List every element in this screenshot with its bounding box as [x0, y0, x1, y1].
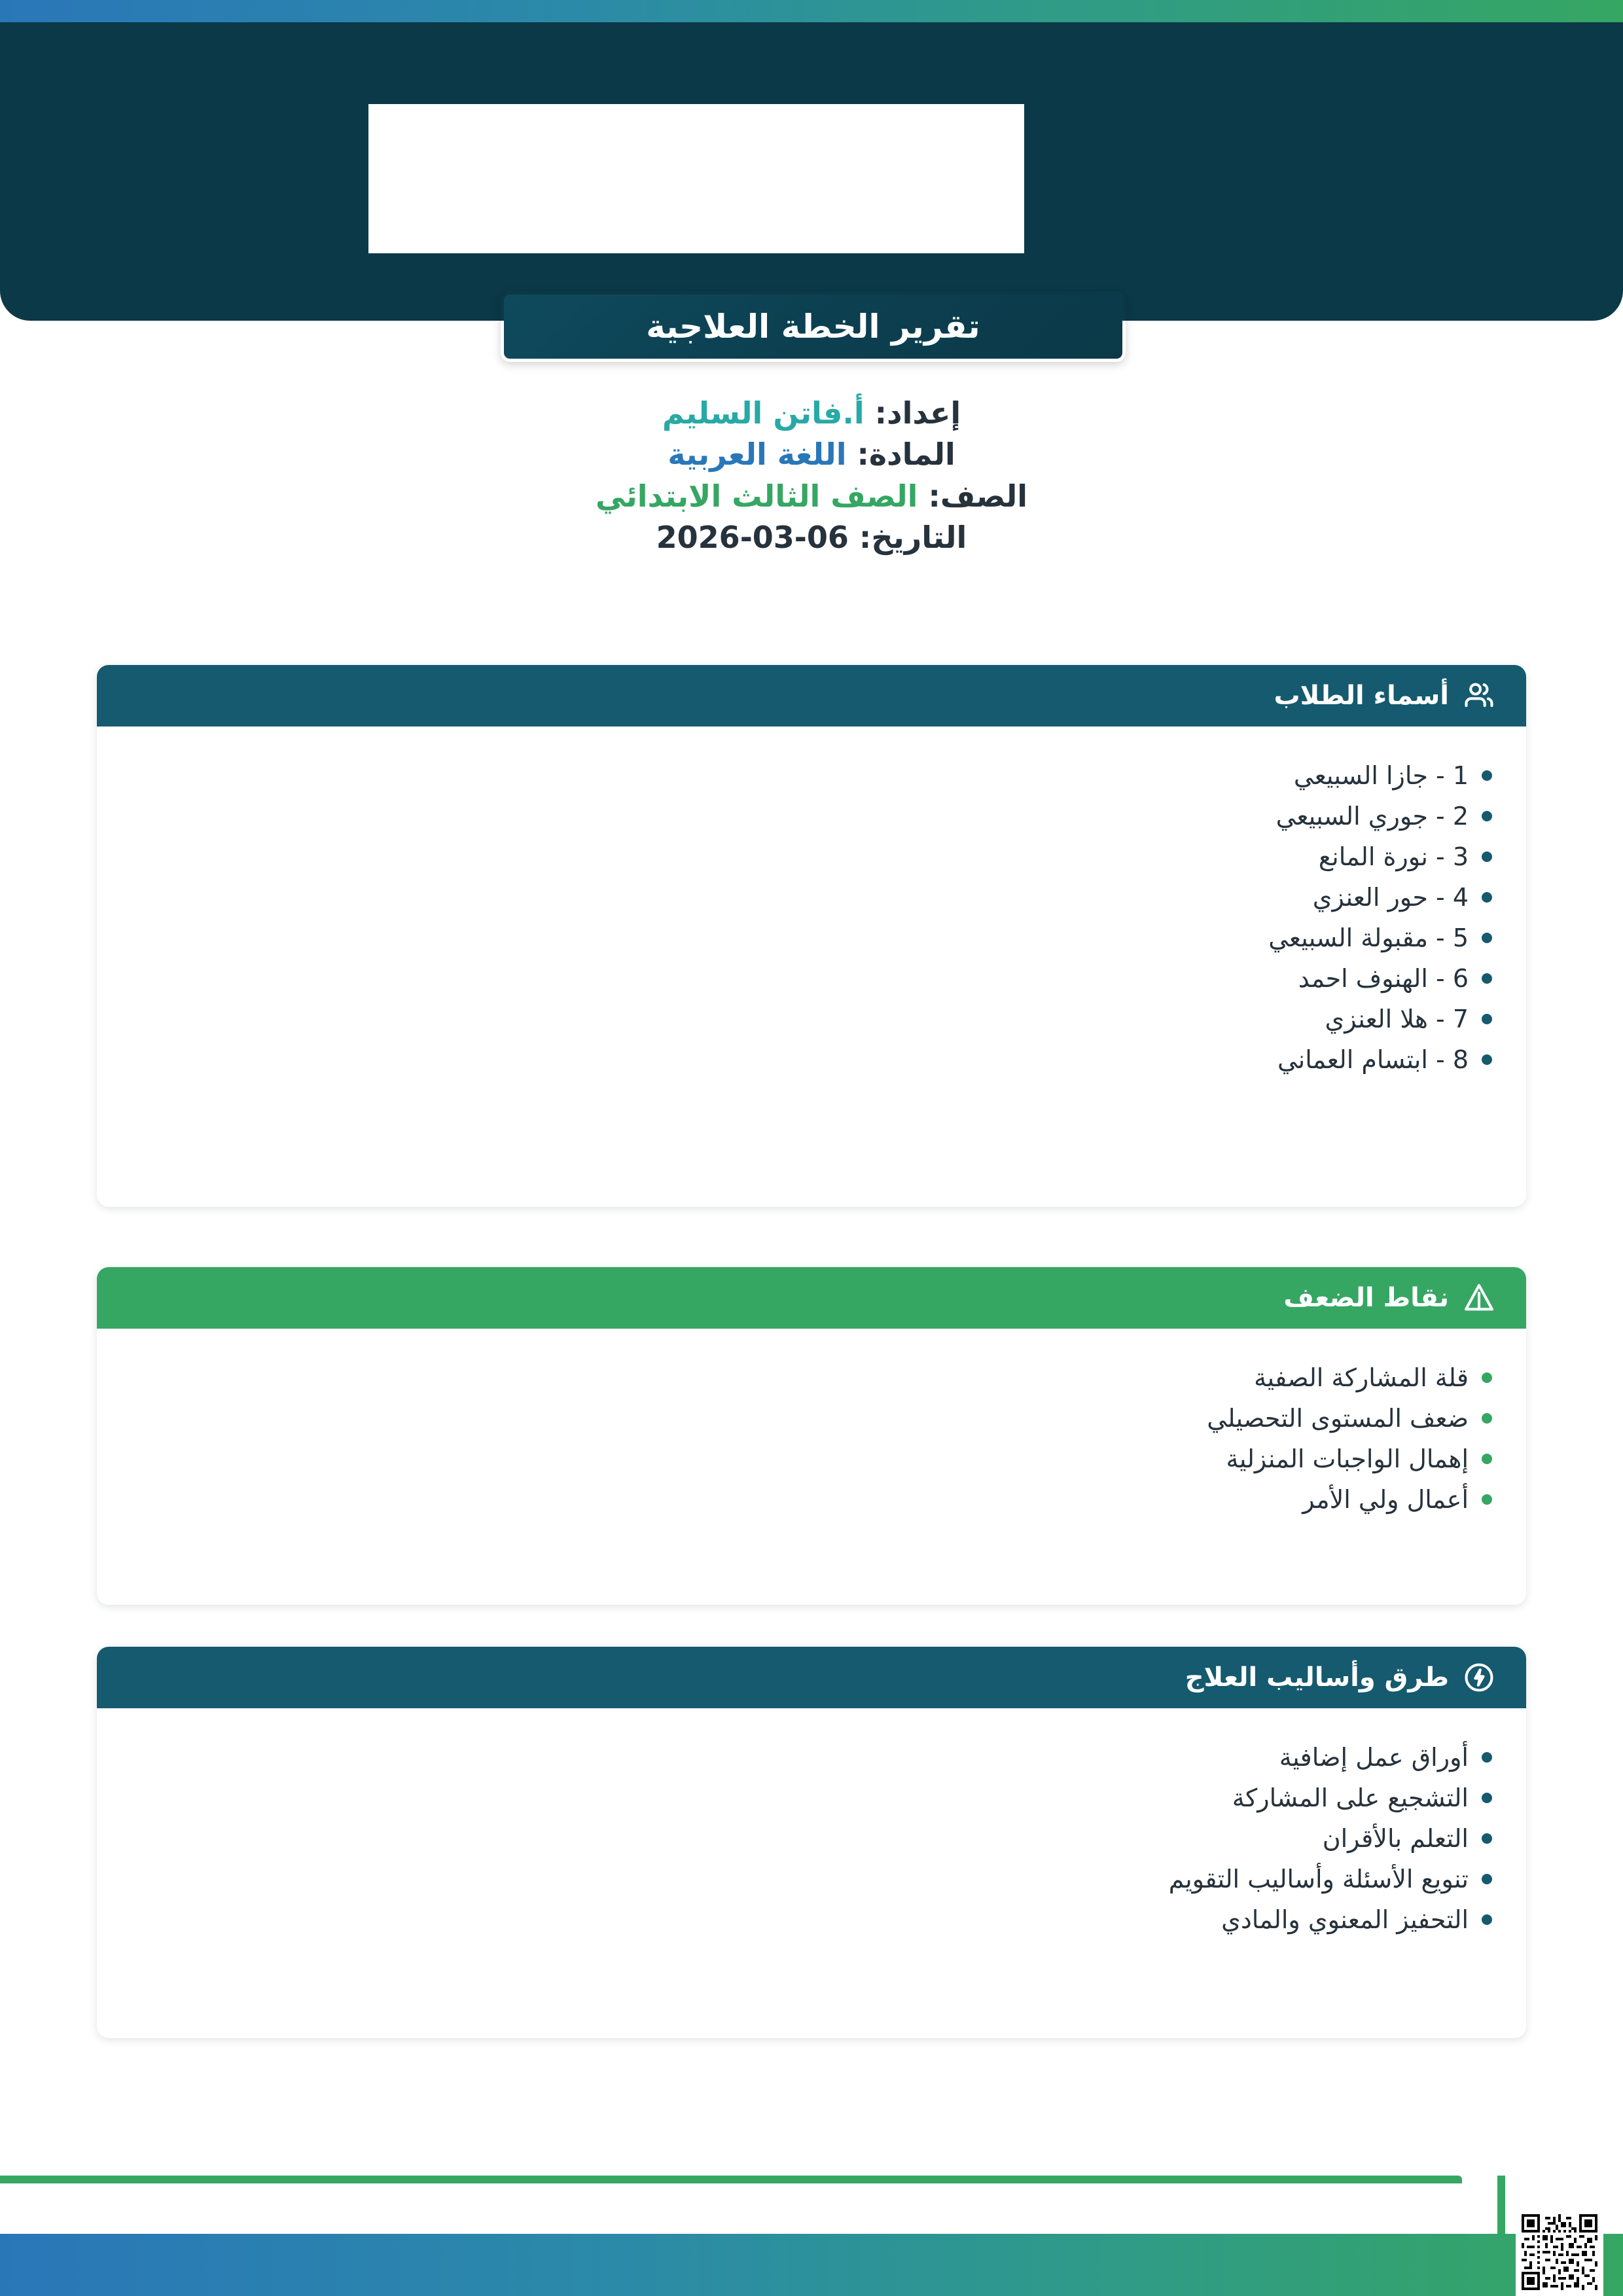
bullet-dot-icon	[1482, 1413, 1492, 1424]
bullet-dot-icon	[1482, 1874, 1492, 1884]
bullet-dot-icon	[1482, 1054, 1492, 1065]
list-item	[131, 1479, 1492, 1520]
list-item	[131, 958, 1492, 999]
student-name: 2 - جوري السبيعي	[1275, 802, 1469, 831]
report-title-badge	[501, 291, 1126, 362]
student-list	[131, 755, 1492, 1080]
list-item	[131, 1737, 1492, 1778]
bullet-dot-icon	[1482, 973, 1492, 984]
list-item	[131, 999, 1492, 1039]
list-item	[131, 1039, 1492, 1080]
grade-label: الصف:	[928, 478, 1028, 514]
grade-value: الصف الثالث الابتدائي	[595, 478, 918, 514]
bullet-dot-icon	[1482, 1833, 1492, 1844]
qr-code[interactable]	[1516, 2208, 1603, 2296]
bullet-dot-icon	[1482, 1372, 1492, 1383]
prepared-by-value: أ.فاتن السليم	[662, 395, 865, 431]
hero-panel	[0, 22, 1623, 321]
method-text: التحفيز المعنوي والمادي	[1221, 1905, 1469, 1934]
student-name: 4 - حور العنزي	[1312, 883, 1469, 912]
school-logo-placeholder	[368, 104, 1024, 253]
weakness-text: ضعف المستوى التحصيلي	[1207, 1404, 1469, 1433]
method-text: التشجيع على المشاركة	[1232, 1784, 1469, 1812]
list-item	[131, 755, 1492, 796]
card-header-weaknesses	[97, 1267, 1526, 1329]
card-title-methods: طرق وأساليب العلاج	[1185, 1662, 1449, 1693]
date-value: 06-03-2026	[656, 520, 849, 556]
page-title: تقرير الخطة العلاجية	[646, 308, 980, 346]
warning-triangle-icon	[1462, 1281, 1496, 1315]
list-item	[131, 836, 1492, 877]
report-meta-block	[0, 393, 1623, 559]
method-text: التعلم بالأقران	[1322, 1824, 1469, 1853]
prepared-by-label: إعداد:	[874, 395, 961, 431]
bullet-dot-icon	[1482, 770, 1492, 781]
list-item	[131, 1357, 1492, 1398]
bullet-dot-icon	[1482, 811, 1492, 821]
top-gradient-strip	[0, 0, 1623, 22]
bullet-dot-icon	[1482, 1914, 1492, 1925]
footer-gradient-band	[0, 2234, 1623, 2296]
student-name: 6 - الهنوف احمد	[1298, 964, 1469, 993]
list-item	[131, 1899, 1492, 1940]
method-text: أوراق عمل إضافية	[1279, 1743, 1469, 1772]
student-name: 3 - نورة المانع	[1318, 842, 1469, 871]
card-title-weaknesses: نقاط الضعف	[1283, 1283, 1449, 1313]
meta-prepared-by	[0, 393, 1623, 434]
card-body-methods	[97, 1708, 1526, 1979]
bullet-dot-icon	[1482, 1752, 1492, 1763]
card-title-students: أسماء الطلاب	[1274, 681, 1449, 711]
card-body-weaknesses	[97, 1329, 1526, 1559]
bullet-dot-icon	[1482, 852, 1492, 862]
list-item	[131, 918, 1492, 958]
qr-code-icon	[1522, 2214, 1597, 2290]
student-name: 7 - هلا العنزي	[1325, 1005, 1469, 1033]
method-text: تنويع الأسئلة وأساليب التقويم	[1168, 1865, 1469, 1893]
meta-subject	[0, 434, 1623, 475]
weakness-text: أعمال ولي الأمر	[1302, 1485, 1469, 1514]
list-item	[131, 877, 1492, 918]
card-weaknesses	[97, 1267, 1526, 1605]
lightbulb-idea-icon	[1462, 1660, 1496, 1695]
bullet-dot-icon	[1482, 892, 1492, 903]
footer-green-rule	[0, 2176, 1462, 2183]
student-name: 8 - ابتسام العماني	[1277, 1045, 1469, 1074]
bullet-dot-icon	[1482, 1454, 1492, 1464]
bullet-dot-icon	[1482, 1494, 1492, 1505]
card-body-students	[97, 726, 1526, 1119]
weakness-text: قلة المشاركة الصفية	[1254, 1363, 1469, 1392]
users-icon	[1462, 679, 1496, 713]
methods-list	[131, 1737, 1492, 1940]
bullet-dot-icon	[1482, 933, 1492, 943]
card-header-methods	[97, 1647, 1526, 1708]
list-item	[131, 1778, 1492, 1818]
weakness-text: إهمال الواجبات المنزلية	[1226, 1444, 1469, 1473]
subject-label: المادة:	[857, 437, 955, 473]
list-item	[131, 1398, 1492, 1439]
list-item	[131, 1439, 1492, 1479]
bullet-dot-icon	[1482, 1793, 1492, 1803]
student-name: 5 - مقبولة السبيعي	[1268, 924, 1469, 952]
card-header-students	[97, 665, 1526, 726]
meta-grade	[0, 476, 1623, 517]
meta-date	[0, 517, 1623, 558]
list-item	[131, 796, 1492, 836]
subject-value: اللغة العربية	[668, 437, 847, 473]
weakness-list	[131, 1357, 1492, 1520]
bullet-dot-icon	[1482, 1014, 1492, 1024]
card-students	[97, 665, 1526, 1207]
card-methods	[97, 1647, 1526, 2038]
student-name: 1 - جازا السبيعي	[1293, 761, 1469, 790]
list-item	[131, 1818, 1492, 1859]
list-item	[131, 1859, 1492, 1899]
date-label: التاريخ:	[859, 520, 967, 556]
